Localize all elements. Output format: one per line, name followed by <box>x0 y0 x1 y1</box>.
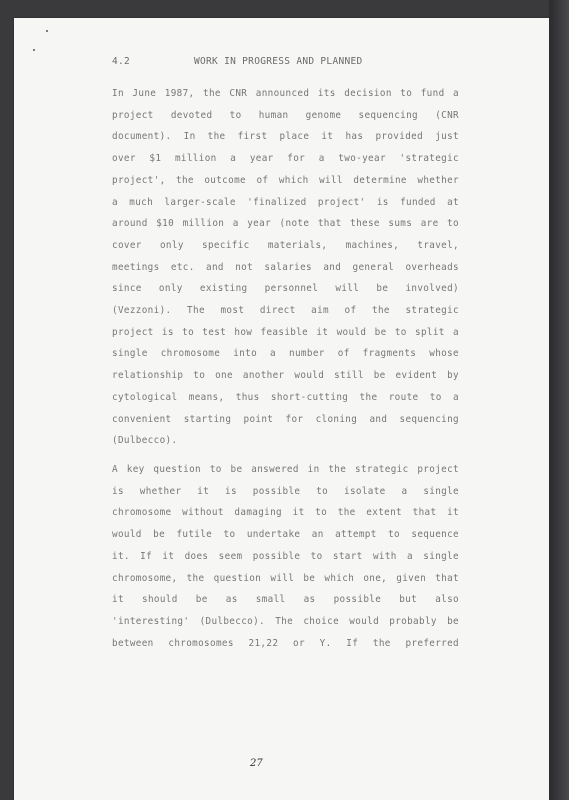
text-line: A key question to be answered in the strategic project <box>112 464 459 475</box>
text-line: it should be as small as possible but also <box>112 594 459 606</box>
text-line: between chromosomes 21,22 or Y. If the preferred <box>112 637 459 649</box>
section-number: 4.2 <box>112 56 131 67</box>
text-line: project', the outcome of which will determine whether <box>112 174 459 186</box>
text-line: over $1 million a year for a two-year 'strategic <box>112 153 459 165</box>
text-line: (Vezzoni). The most direct aim of the strategic <box>112 305 459 316</box>
text-line: is whether it is possible to isolate a single <box>112 485 459 497</box>
text-line: document). In the first place it has provided just <box>112 131 459 143</box>
text-line: cytological means, thus short-cutting the route to a <box>112 391 459 403</box>
scan-speck <box>33 49 35 51</box>
section-heading <box>112 56 532 70</box>
text-line: chromosome, the question will be which one, given that <box>112 572 459 584</box>
text-line: 'interesting' (Dulbecco). The choice would probably be <box>112 615 459 627</box>
scan-speck <box>46 30 48 32</box>
scan-edge <box>549 0 569 800</box>
text-line: project is to test how feasible it would be to split a <box>112 326 459 338</box>
text-line: would be futile to undertake an attempt to sequence <box>112 529 459 541</box>
text-line: around $10 million a year (note that these sums are to <box>112 218 459 230</box>
text-line: since only existing personnel will be involved) <box>112 283 459 295</box>
text-line: chromosome without damaging it to the extent that it <box>112 507 459 519</box>
text-line: (Dulbecco). <box>112 435 178 447</box>
text-line: it. If it does seem possible to start with a single <box>112 550 459 562</box>
text-line: single chromosome into a number of fragments whose <box>112 348 459 360</box>
text-line: a much larger-scale 'finalized project' is funded at <box>112 196 459 208</box>
text-line: cover only specific materials, machines, travel, <box>112 239 459 251</box>
text-line: relationship to one another would still be evident by <box>112 370 459 382</box>
page-number: 27 <box>250 758 263 769</box>
text-line: In June 1987, the CNR announced its decision to fund a <box>112 88 459 99</box>
text-line: meetings etc. and not salaries and general overheads <box>112 261 459 273</box>
section-title: WORK IN PROGRESS AND PLANNED <box>194 56 363 67</box>
text-line: convenient starting point for cloning and sequencing <box>112 413 459 425</box>
text-line: project devoted to human genome sequencing (CNR <box>112 109 459 121</box>
